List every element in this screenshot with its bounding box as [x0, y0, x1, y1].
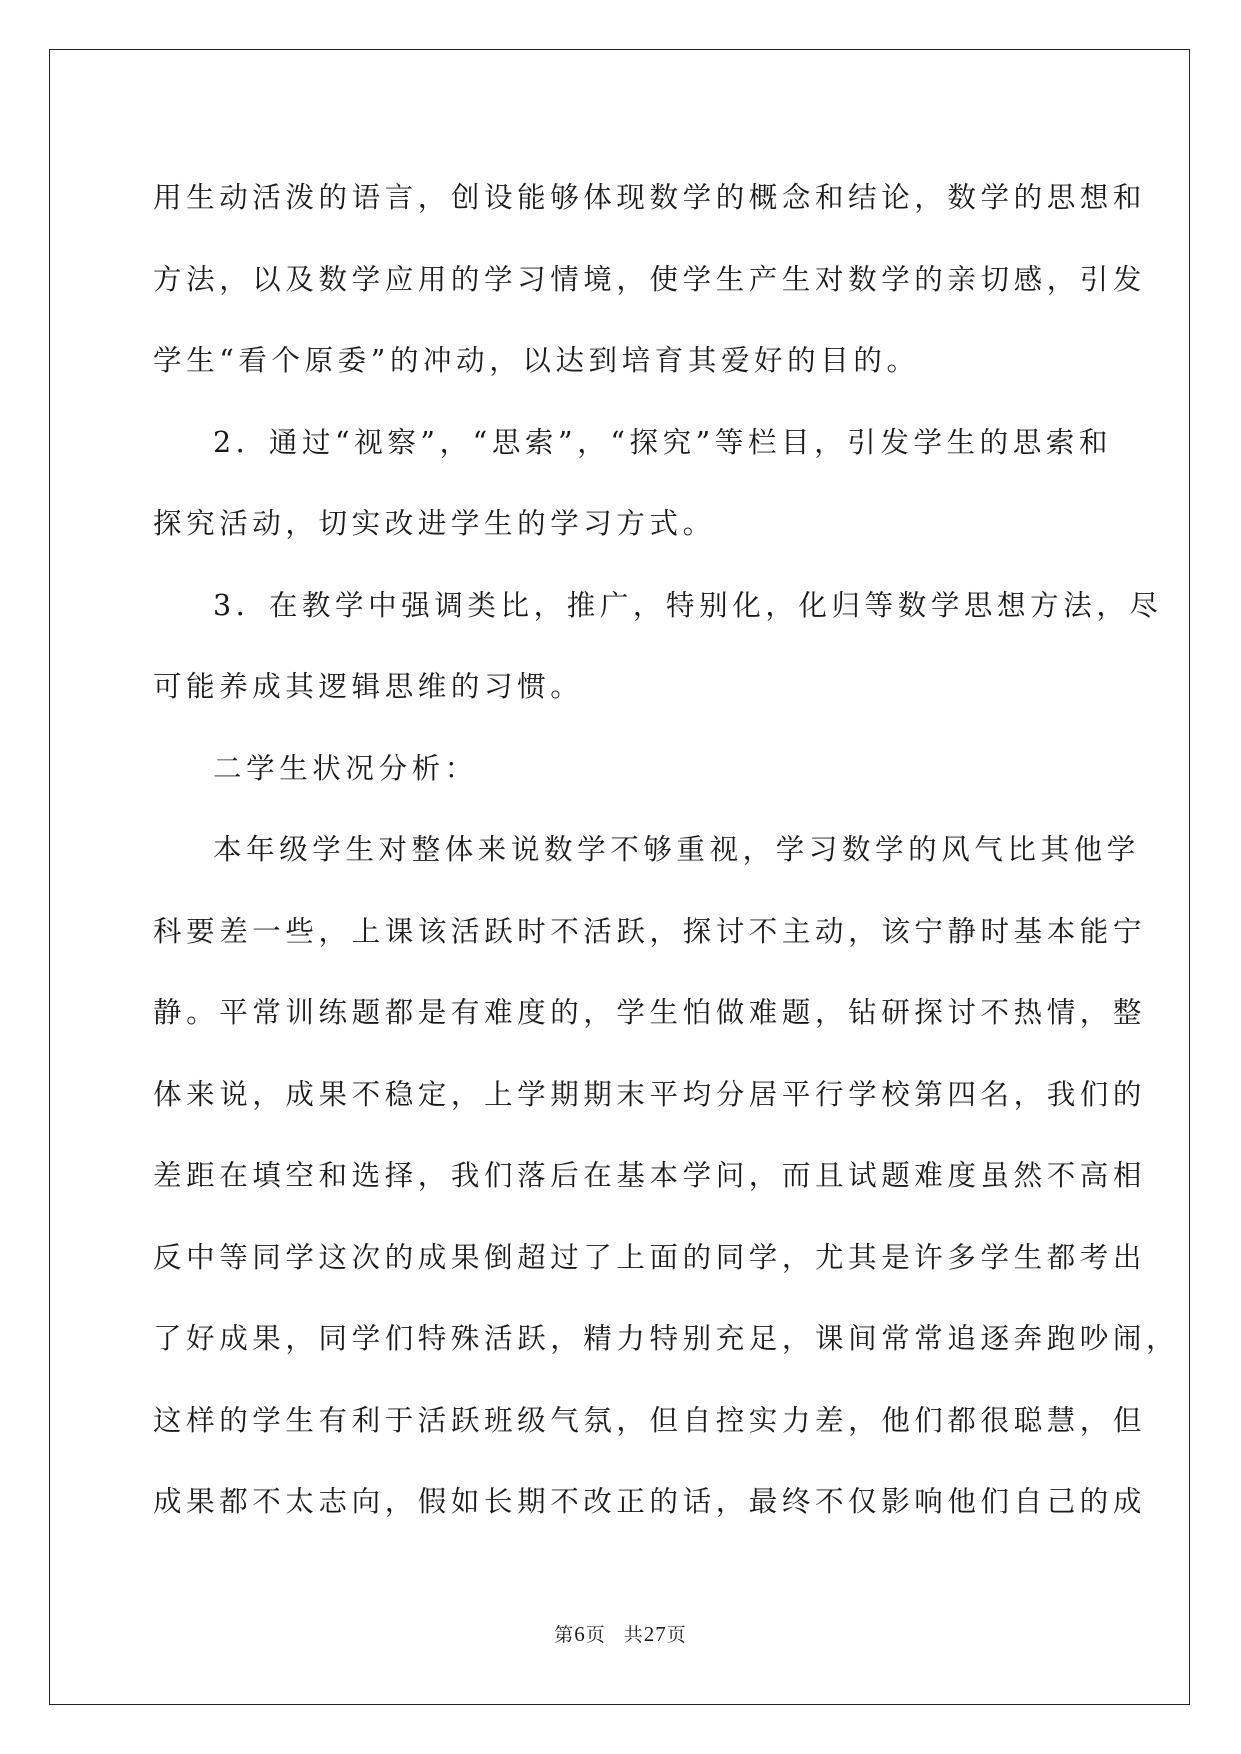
text-line: 可能养成其逻辑思维的习惯。 — [153, 670, 584, 703]
document-body — [153, 157, 1180, 1543]
page-number: 6 — [574, 1622, 586, 1646]
section-heading-student-analysis — [153, 728, 1093, 810]
text-line: 成果都不太志向，假如长期不改正的话，最终不仅影响他们自己的成 — [153, 1485, 1147, 1518]
text-line: 反中等同学这次的成果倒超过了上面的同学，尤其是许多学生都考出 — [153, 1240, 1147, 1274]
text-line: 了好成果，同学们特殊活跃，精力特别充足，课间常常追逐奔跑吵闹， — [153, 1322, 1180, 1355]
paragraph-intro-continued — [153, 157, 1147, 402]
text-line: 方法，以及数学应用的学习情境，使学生产生对数学的亲切感，引发 — [153, 262, 1147, 296]
paragraph-student-analysis — [153, 809, 1180, 1543]
text-line: 体来说，成果不稳定，上学期期末平均分居平行学校第四名，我们的 — [153, 1077, 1147, 1111]
total-suffix: 页 — [666, 1624, 687, 1646]
total-pages: 27 — [643, 1622, 667, 1646]
page-footer — [0, 1620, 1241, 1647]
total-prefix: 共 — [623, 1624, 644, 1646]
text-line: 探究活动，切实改进学生的学习方式。 — [153, 507, 716, 540]
paragraph-item-3 — [153, 565, 1163, 728]
section-heading: 二学生状况分析： — [213, 751, 478, 785]
text-line: 3．在教学中强调类比，推广，特别化，化归等数学思想方法，尽 — [213, 588, 1163, 622]
page-suffix: 页 — [585, 1624, 606, 1646]
paragraph-item-2 — [153, 402, 1113, 565]
text-line: 这样的学生有利于活跃班级气氛，但自控实力差，他们都很聪慧，但 — [153, 1403, 1147, 1437]
text-line: 本年级学生对整体来说数学不够重视，学习数学的风气比其他学 — [213, 833, 1140, 866]
text-line: 差距在填空和选择，我们落后在基本学问，而且试题难度虽然不高相 — [153, 1159, 1147, 1192]
text-line: 用生动活泼的语言，创设能够体现数学的概念和结论，数学的思想和 — [153, 181, 1147, 214]
text-line: 2．通过“视察”，“思索”，“探究”等栏目，引发学生的思索和 — [213, 425, 1113, 459]
text-line: 科要差一些，上课该活跃时不活跃，探讨不主动，该宁静时基本能宁 — [153, 914, 1147, 948]
text-line: 静。平常训练题都是有难度的，学生怕做难题，钻研探讨不热情，整 — [153, 996, 1147, 1029]
page-prefix: 第 — [554, 1624, 575, 1646]
text-line: 学生“看个原委”的冲动，以达到培育其爱好的目的。 — [153, 344, 920, 377]
